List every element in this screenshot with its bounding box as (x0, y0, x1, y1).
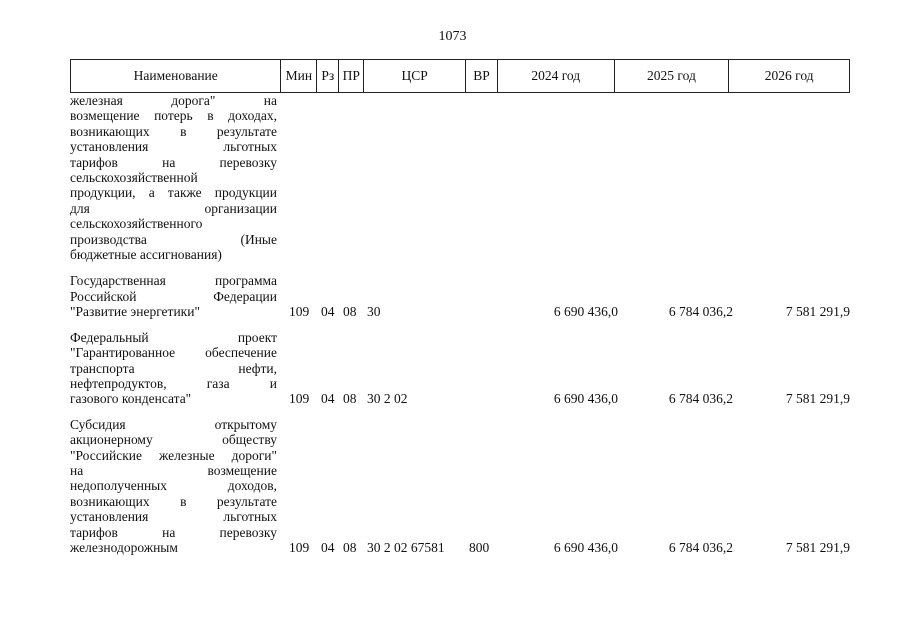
row-name-line: сельскохозяйственной (70, 170, 198, 186)
row-name-line: сельскохозяйственного (70, 216, 203, 232)
cell-min: 109 (289, 304, 310, 320)
cell-rz: 04 (321, 304, 335, 320)
row-name-line: Субсидия открытому (70, 416, 277, 432)
cell-vr: 800 (469, 539, 490, 555)
cell-pr: 08 (343, 391, 357, 407)
table-row (70, 330, 850, 407)
cell-y2025: 6 784 036,2 (668, 391, 733, 407)
cell-csr: 30 2 02 (367, 391, 408, 407)
row-name-line: для организации (70, 200, 277, 216)
row-name (70, 417, 277, 556)
cell-min: 109 (289, 391, 310, 407)
cell-pr: 08 (343, 539, 357, 555)
row-name (70, 93, 277, 262)
row-name-line: железнодорожным (70, 539, 178, 555)
table-body (70, 93, 850, 565)
row-name-line: газового конденсата" (70, 391, 192, 407)
row-name-line: установления льготных (70, 139, 277, 155)
header-csr: ЦСР (364, 60, 466, 92)
cell-pr: 08 (343, 304, 357, 320)
row-name-line: Российской Федерации (70, 288, 277, 304)
table-row (70, 93, 850, 262)
row-name-line: возникающих в результате (70, 493, 277, 509)
cell-y2025: 6 784 036,2 (668, 304, 733, 320)
row-name-line: "Российские железные дороги" (70, 447, 277, 463)
cell-y2026: 7 581 291,9 (785, 391, 850, 407)
row-name-line: Государственная программа (70, 273, 277, 289)
row-name-line: тарифов на перевозку (70, 524, 277, 540)
row-name-line: возникающих в результате (70, 123, 277, 139)
cell-y2025: 6 784 036,2 (668, 539, 733, 555)
row-name-line: бюджетные ассигнования) (70, 247, 222, 263)
header-min: Мин (281, 60, 317, 92)
row-name-line: нефтепродуктов, газа и (70, 375, 277, 391)
header-name: Наименование (71, 60, 281, 92)
cell-y2026: 7 581 291,9 (785, 539, 850, 555)
cell-csr: 30 2 02 67581 (367, 539, 445, 555)
row-name-line: производства (Иные (70, 231, 277, 247)
row-name-line: транспорта нефти, (70, 360, 277, 376)
row-name-line: установления льготных (70, 509, 277, 525)
header-vr: ВР (466, 60, 498, 92)
row-name-line: возмещение потерь в доходах, (70, 108, 277, 124)
row-name-line: железная дорога" на (70, 93, 277, 108)
row-name (70, 330, 277, 407)
row-name-line: недополученных доходов, (70, 478, 277, 494)
cell-rz: 04 (321, 539, 335, 555)
cell-y2024: 6 690 436,0 (553, 391, 618, 407)
header-pr: ПР (339, 60, 364, 92)
header-rz: Рз (317, 60, 339, 92)
row-name-line: продукции, а также продукции (70, 185, 277, 201)
cell-y2024: 6 690 436,0 (553, 304, 618, 320)
row-name (70, 273, 277, 319)
table-row (70, 273, 850, 319)
page-number: 1073 (438, 29, 467, 44)
row-name-line: тарифов на перевозку (70, 154, 277, 170)
cell-rz: 04 (321, 391, 335, 407)
header-2026: 2026 год (764, 68, 814, 83)
cell-csr: 30 (367, 304, 381, 320)
row-name-line: акционерному обществу (70, 432, 277, 448)
row-name-line: на возмещение (70, 462, 277, 478)
row-name-line: "Развитие энергетики" (70, 304, 200, 320)
cell-y2024: 6 690 436,0 (553, 539, 618, 555)
cell-min: 109 (289, 539, 310, 555)
cell-y2026: 7 581 291,9 (785, 304, 850, 320)
header-2024: 2024 год (498, 60, 615, 92)
row-name-line: "Гарантированное обеспечение (70, 345, 277, 361)
row-name-line: Федеральный проект (70, 329, 277, 345)
header-2025: 2025 год (615, 60, 730, 92)
table-row (70, 417, 850, 556)
table-header (70, 59, 850, 93)
